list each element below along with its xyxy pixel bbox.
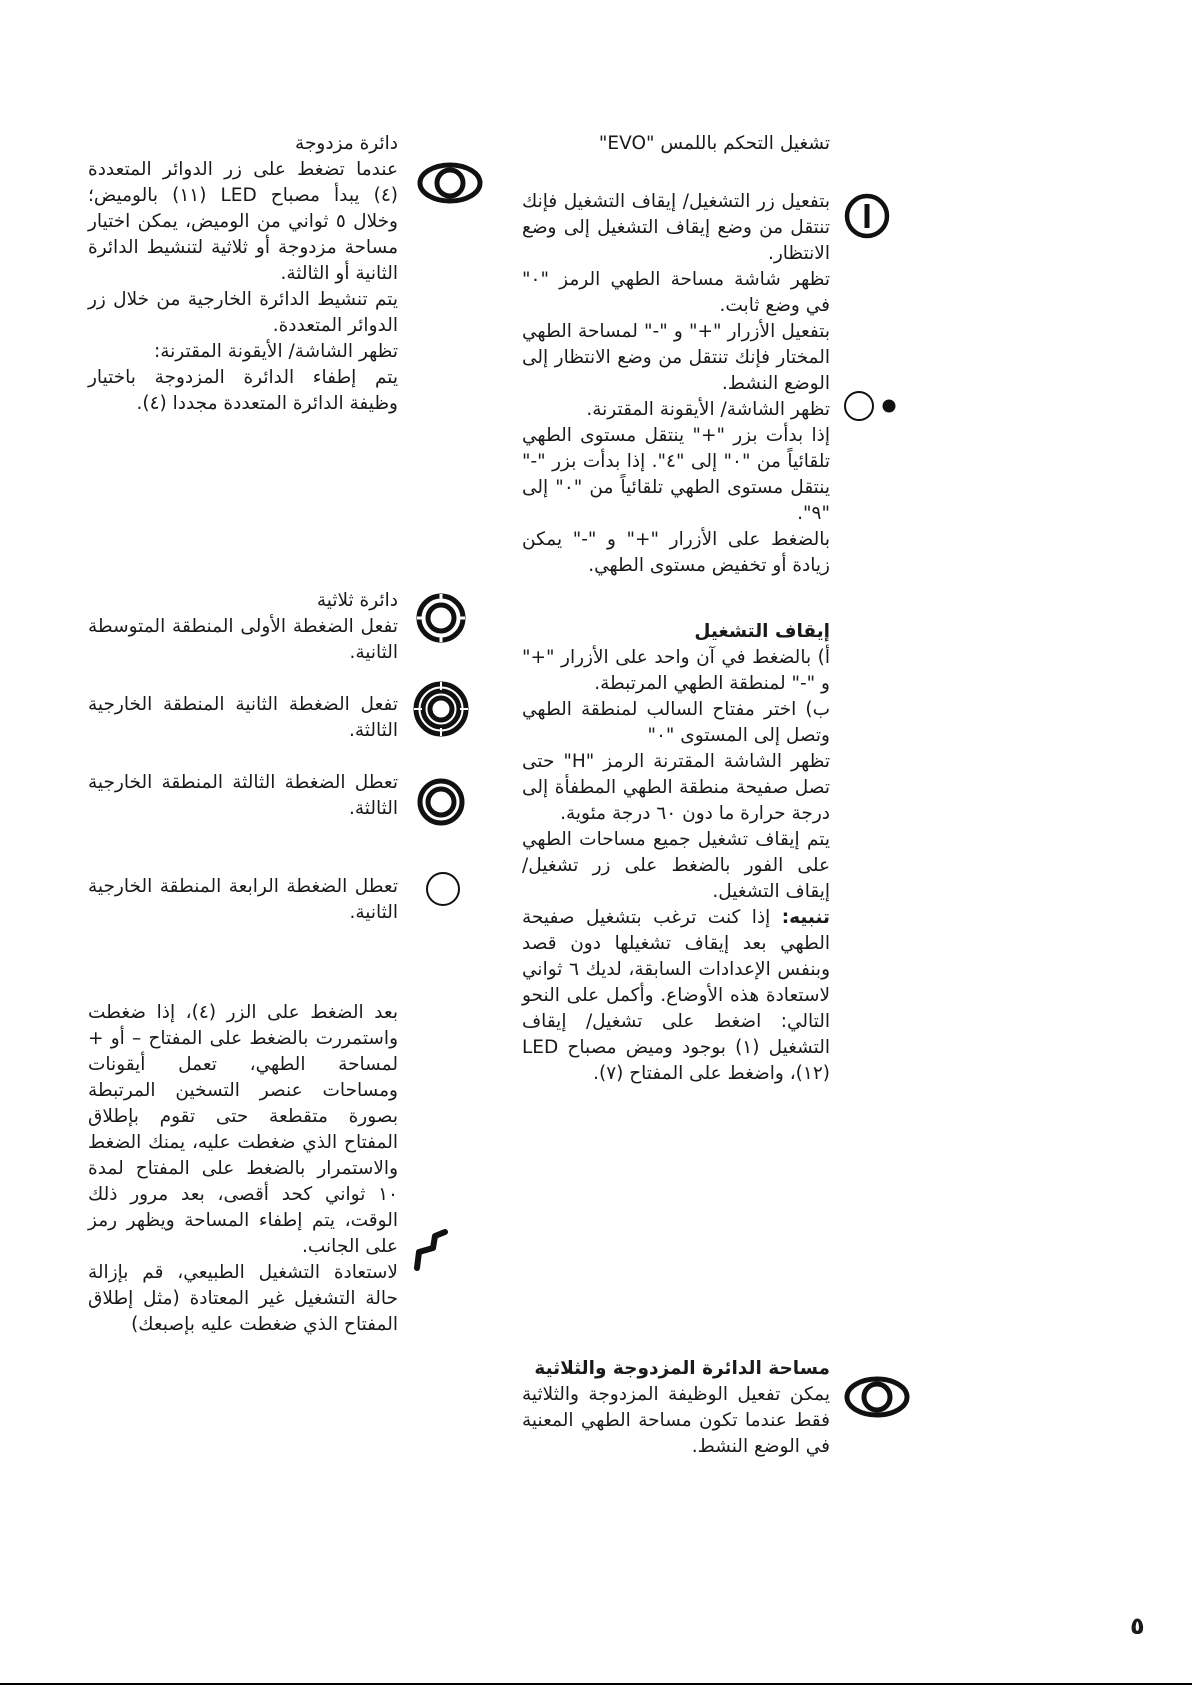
hold-text-2: لاستعادة التشغيل الطبيعي، قم بإزالة حالة التشغيل غير المعتادة (مثل إطلاق المفتاح الذي ضغطت عليه بإصبعك) bbox=[88, 1262, 398, 1335]
dual-triple-text: يمكن تفعيل الوظيفة المزدوجة والثلاثية فقط عندما تكون مساحة الطهي المعنية في الوضع النشط. bbox=[522, 1384, 830, 1457]
third-press-text: تعطل الضغطة الثالثة المنطقة الخارجية الثالثة. bbox=[88, 772, 398, 819]
switch-off-text-2: ب) اختر مفتاح السالب لمنطقة الطهي وتصل إلى المستوى "٠" bbox=[522, 699, 830, 746]
fourth-press-text: تعطل الضغطة الرابعة المنطقة الخارجية الثانية. bbox=[88, 876, 398, 923]
dual-triple-section bbox=[522, 1356, 830, 1460]
dual-triple-title: مساحة الدائرة المزدوجة والثلاثية bbox=[534, 1358, 830, 1379]
switch-off-text-1: أ) بالضغط في آن واحد على الأزرار "+" و "-" لمنطقة الطهي المرتبطة. bbox=[522, 647, 830, 694]
power-icon bbox=[842, 191, 892, 241]
dual-text-4: يتم إطفاء الدائرة المزدوجة باختيار وظيفة الدائرة المتعددة مجددا (٤). bbox=[88, 367, 398, 414]
warning-paragraph bbox=[522, 905, 830, 1087]
switch-off-text-3: تظهر الشاشة المقترنة الرمز "H" حتى تصل صفيحة منطقة الطهي المطفأة إلى درجة حرارة ما دون ٦٠ درجة مئوية. bbox=[522, 751, 831, 824]
triple-text: تفعل الضغطة الأولى المنطقة المتوسطة الثانية. bbox=[88, 616, 398, 663]
active-zone-icon bbox=[843, 389, 903, 423]
dual-triple-icon bbox=[843, 1374, 911, 1420]
triple-third-press-icon bbox=[416, 777, 466, 827]
evo-title: تشغيل التحكم باللمس "EVO" bbox=[598, 133, 830, 154]
power-text-2: تظهر شاشة مساحة الطهي الرمز "٠" في وضع ثابت. bbox=[522, 269, 830, 316]
dual-circuit-icon bbox=[416, 160, 484, 206]
right-column bbox=[522, 131, 830, 1087]
power-text-3: بتفعيل الأزرار "+" و "-" لمساحة الطهي المختار فإنك تنتقل من وضع الانتظار إلى الوضع النشط. bbox=[522, 321, 830, 394]
hold-text-1: بعد الضغط على الزر (٤)، إذا ضغطت واستمررت بالضغط على المفتاح – أو + لمساحة الطهي، تعمل أيقونات ومساحات عنصر التسخين المرتبطة بصورة متقطعة حتى تقوم بإطلاق المفتاح الذي ضغطت عليه، يمنك الضغط والاستمرار بالضغط على المفتاح لمدة ١٠ ثواني كحد أقصى، بعد مرور ذلك الوقت، يتم إطفاء المساحة ويظهر رمز على الجانب. bbox=[88, 1002, 398, 1257]
switch-off-text-4: يتم إيقاف تشغيل جميع مساحات الطهي على الفور بالضغط على زر تشغيل/ إيقاف التشغيل. bbox=[522, 829, 830, 902]
dual-text-2: يتم تنشيط الدائرة الخارجية من خلال زر الدوائر المتعددة. bbox=[88, 289, 398, 336]
triple-second-press bbox=[88, 692, 398, 744]
power-text-1: بتفعيل زر التشغيل/ إيقاف التشغيل فإنك تنتقل من وضع إيقاف التشغيل إلى وضع الانتظار. bbox=[522, 191, 830, 264]
triple-title: دائرة ثلاثية bbox=[316, 590, 398, 611]
dual-text-1: عندما تضغط على زر الدوائر المتعددة (٤) يبدأ مصباح LED (١١) بالوميض؛ وخلال ٥ ثواني من الوميض، يمكن اختيار مساحة مزدوجة أو ثلاثية لتنشيط الدائرة الثانية أو الثالثة. bbox=[88, 159, 398, 284]
power-text-4: تظهر الشاشة/ الأيقونة المقترنة. bbox=[586, 399, 830, 420]
triple-second-press-icon bbox=[413, 681, 469, 737]
dual-title: دائرة مزدوجة bbox=[295, 133, 398, 154]
second-press-text: تفعل الضغطة الثانية المنطقة الخارجية الثالثة. bbox=[88, 694, 398, 741]
warning-label: تنبيه: bbox=[781, 907, 830, 928]
power-text-5: إذا بدأت بزر "+" ينتقل مستوى الطهي تلقائياً من "٠" إلى "٤". إذا بدأت بزر "-" ينتقل مستوى الطهي تلقائياً من "٠" إلى "٩". bbox=[522, 425, 830, 524]
page-number: ٥ bbox=[1130, 1612, 1145, 1640]
power-text-6: بالضغط على الأزرار "+" و "-" يمكن زيادة أو تخفيض مستوى الطهي. bbox=[522, 529, 830, 576]
triple-fourth-press bbox=[88, 874, 398, 926]
triple-fourth-press-icon bbox=[424, 870, 462, 908]
triple-third-press bbox=[88, 770, 398, 822]
dual-text-3: تظهر الشاشة/ الأيقونة المقترنة: bbox=[153, 341, 398, 362]
triple-first-press bbox=[88, 588, 398, 666]
left-column-hold bbox=[88, 1000, 398, 1338]
side-symbol-icon bbox=[411, 1226, 451, 1272]
warning-text: إذا كنت ترغب بتشغيل صفيحة الطهي بعد إيقاف تشغيلها دون قصد وبنفس الإعدادات السابقة، لديك ٦ ثواني لاستعادة هذه الأوضاع. وأكمل على النحو التالي: اضغط على تشغيل/ إيقاف التشغيل (١) بوجود وميض مصباح LED (١٢)، واضغط على المفتاح (٧). bbox=[522, 907, 830, 1084]
left-column-dual bbox=[88, 131, 398, 417]
triple-first-press-icon bbox=[415, 592, 467, 644]
switch-off-title: إيقاف التشغيل bbox=[694, 621, 830, 642]
